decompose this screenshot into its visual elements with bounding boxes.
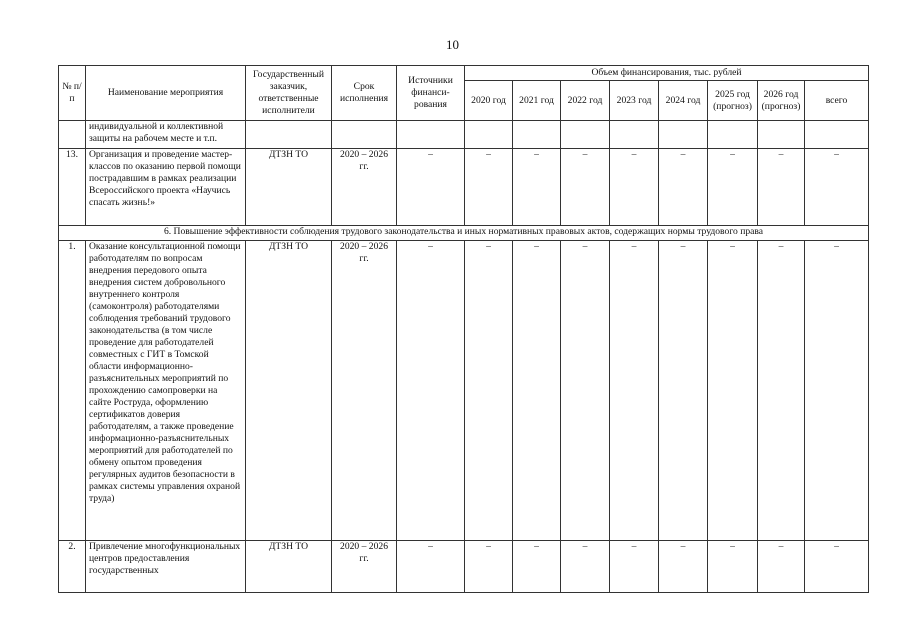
cell-2026: – [758,149,805,226]
header-year-2020: 2020 год [465,81,513,121]
cell-2024: – [659,541,708,593]
cell-term: 2020 – 2026 гг. [332,241,397,541]
header-year-2023: 2023 год [610,81,659,121]
cell-num: 1. [59,241,86,541]
header-year-2024: 2024 год [659,81,708,121]
cell-2023: – [610,149,659,226]
table-row-13 [59,149,869,226]
cell-sources: – [397,541,465,593]
cell-name: Оказание консультационной помощи работодателям по вопросам внедрения передового опыта внедрения систем добровольного внутреннего контроля (самоконтроля) работодателями соблюдения требований трудового законодательства (в том числе проведение для работодателей совместных с ГИТ в Томской области информационно-разъяснительных мероприятий по прохождению самопроверки на сайте Роструда, оформлению сертификатов доверия работодателям, а также проведение информационно-разъяснительных мероприятий для работодателей по обмену опытом проведения регулярных аудитов безопасности в рамках системы управления охраной труда) [86,241,246,541]
cell-total: – [805,241,869,541]
cell-term: 2020 – 2026 гг. [332,149,397,226]
cell-term: 2020 – 2026 гг. [332,541,397,593]
cell-sources: – [397,149,465,226]
cell-2026: – [758,541,805,593]
cell-2025: – [708,541,758,593]
cell-2021: – [513,241,561,541]
header-year-2025: 2025 год (прогноз) [708,81,758,121]
header-num: № п/п [59,66,86,121]
header-year-2021: 2021 год [513,81,561,121]
cell-2024: – [659,241,708,541]
cell-2023: – [610,241,659,541]
header-customer: Государственный заказчик, ответственные исполнители [246,66,332,121]
header-term: Срок исполнения [332,66,397,121]
header-year-2022: 2022 год [561,81,610,121]
cell-2022: – [561,541,610,593]
cell-2022: – [561,241,610,541]
cell-2025: – [708,149,758,226]
cell-total: – [805,541,869,593]
section-6-row [59,226,869,241]
cell-name: Привлечение многофункциональных центров предоставления государственных [86,541,246,593]
cell-customer: ДТЗН ТО [246,541,332,593]
cell-2021: – [513,541,561,593]
header-row-1 [59,66,869,81]
cell-num: 2. [59,541,86,593]
page-number: 10 [446,37,459,52]
table-row-continuation [59,121,869,149]
table-row-1 [59,241,869,541]
cell-2020: – [465,241,513,541]
cell-sources: – [397,241,465,541]
cell-name: индивидуальной и коллективной защиты на рабочем месте и т.п. [86,121,246,149]
cell-2025: – [708,241,758,541]
section-6-title: 6. Повышение эффективности соблюдения трудового законодательства и иных нормативных правовых актов, содержащих нормы трудового права [59,226,869,241]
cell-2020: – [465,541,513,593]
table-row-2 [59,541,869,593]
cell-num: 13. [59,149,86,226]
cell-2026: – [758,241,805,541]
financing-table [58,65,869,593]
cell-2020: – [465,149,513,226]
header-name: Наименование мероприятия [86,66,246,121]
cell-customer: ДТЗН ТО [246,149,332,226]
cell-2023: – [610,541,659,593]
header-total: всего [805,81,869,121]
cell-2022: – [561,149,610,226]
header-volume: Объем финансирования, тыс. рублей [465,66,869,81]
cell-2021: – [513,149,561,226]
cell-2024: – [659,149,708,226]
cell-customer: ДТЗН ТО [246,241,332,541]
cell-name: Организация и проведение мастер-классов по оказанию первой помощи пострадавшим в рамках реализации Всероссийского проекта «Научись спасать жизнь!» [86,149,246,226]
header-sources: Источники финанси-рования [397,66,465,121]
header-year-2026: 2026 год (прогноз) [758,81,805,121]
cell-total: – [805,149,869,226]
